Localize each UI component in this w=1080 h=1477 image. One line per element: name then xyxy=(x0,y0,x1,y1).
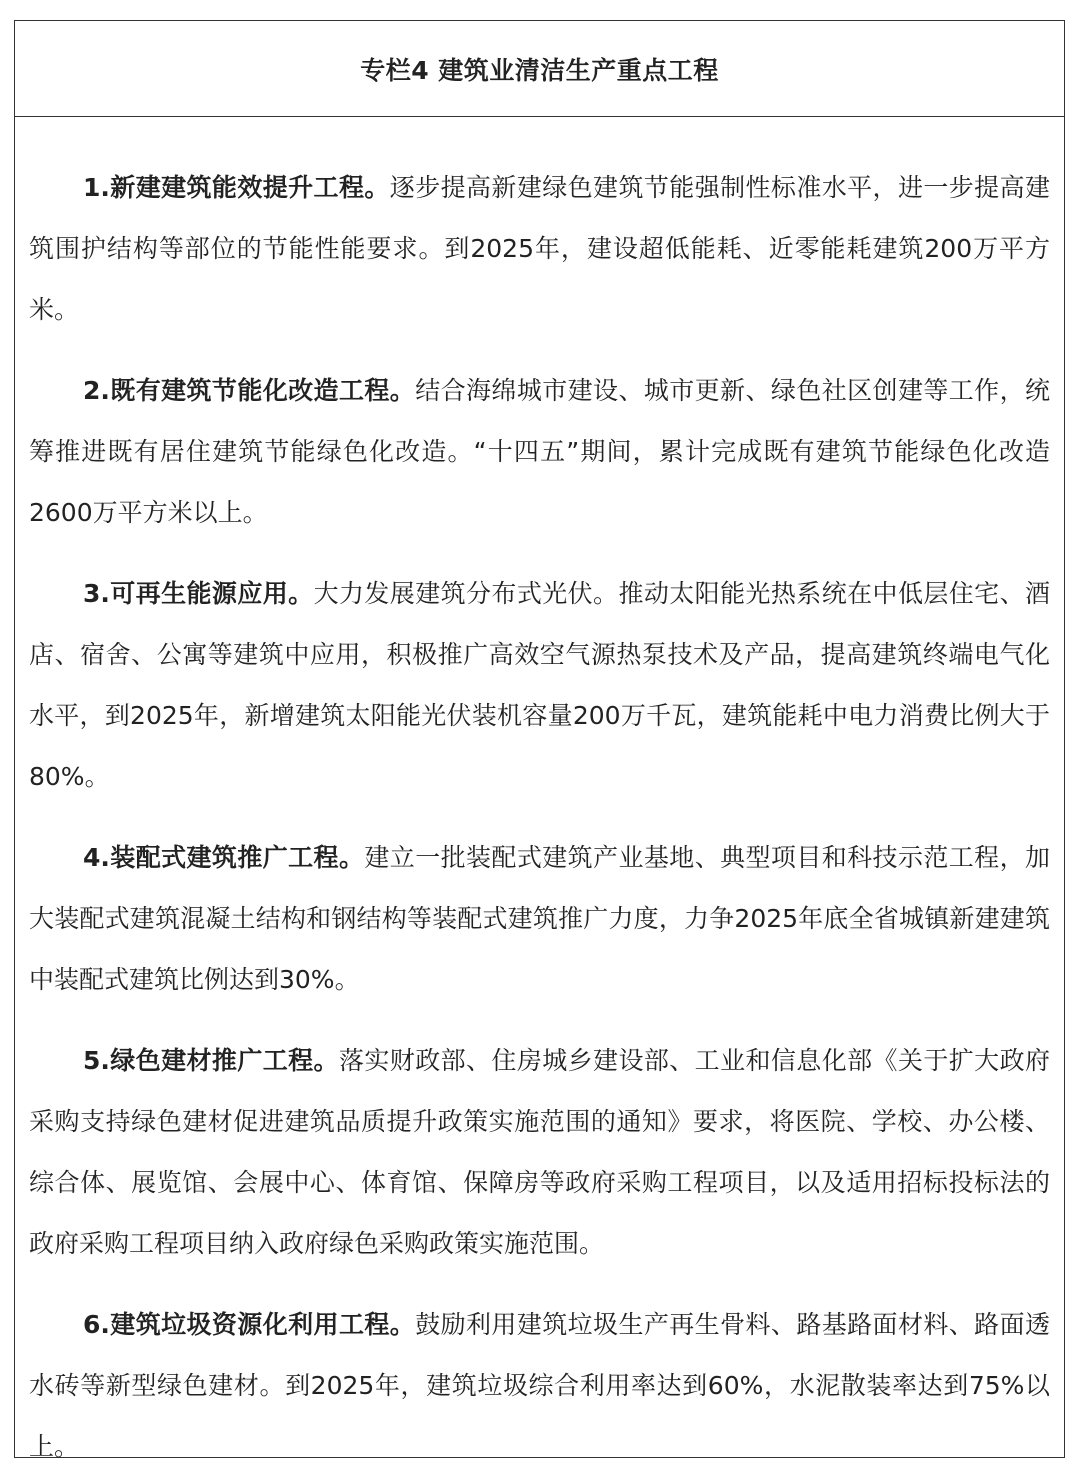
column-box xyxy=(14,20,1065,1461)
project-item-title: 4.装配式建筑推广工程。 xyxy=(83,843,365,872)
project-item-title: 6.建筑垃圾资源化利用工程。 xyxy=(83,1310,416,1339)
project-item-text: 鼓励利用建筑垃圾生产再生骨料、路基路面材料、路面透水砖等新型绿色建材。到2025年，建筑垃圾综合利用率达到60%，水泥散装率达到75%以上。 xyxy=(29,1310,1050,1461)
project-item-5 xyxy=(29,1030,1050,1274)
project-item-6 xyxy=(29,1294,1050,1477)
project-item-1 xyxy=(29,157,1050,340)
project-item-text: 逐步提高新建绿色建筑节能强制性标准水平，进一步提高建筑围护结构等部位的节能性能要求。到2025年，建设超低能耗、近零能耗建筑200万平方米。 xyxy=(29,173,1050,324)
project-item-3 xyxy=(29,563,1050,807)
column-body xyxy=(15,117,1064,1477)
project-item-text: 落实财政部、住房城乡建设部、工业和信息化部《关于扩大政府采购支持绿色建材促进建筑品质提升政策实施范围的通知》要求，将医院、学校、办公楼、综合体、展览馆、会展中心、体育馆、保障房等政府采购工程项目，以及适用招标投标法的政府采购工程项目纳入政府绿色采购政策实施范围。 xyxy=(29,1046,1050,1258)
column-title: 专栏4 建筑业清洁生产重点工程 xyxy=(360,55,719,85)
project-item-2 xyxy=(29,360,1050,543)
column-header xyxy=(15,21,1064,117)
project-item-title: 2.既有建筑节能化改造工程。 xyxy=(83,376,416,405)
project-item-text: 建立一批装配式建筑产业基地、典型项目和科技示范工程，加大装配式建筑混凝土结构和钢结构等装配式建筑推广力度，力争2025年底全省城镇新建建筑中装配式建筑比例达到30%。 xyxy=(29,843,1050,994)
project-item-title: 3.可再生能源应用。 xyxy=(83,579,314,608)
project-item-text: 大力发展建筑分布式光伏。推动太阳能光热系统在中低层住宅、酒店、宿舍、公寓等建筑中应用，积极推广高效空气源热泵技术及产品，提高建筑终端电气化水平，到2025年，新增建筑太阳能光伏装机容量200万千瓦，建筑能耗中电力消费比例大于80%。 xyxy=(29,579,1050,791)
project-item-title: 5.绿色建材推广工程。 xyxy=(83,1046,339,1075)
project-item-title: 1.新建建筑能效提升工程。 xyxy=(83,173,390,202)
project-item-text: 结合海绵城市建设、城市更新、绿色社区创建等工作，统筹推进既有居住建筑节能绿色化改造。“十四五”期间，累计完成既有建筑节能绿色化改造2600万平方米以上。 xyxy=(29,376,1050,527)
project-item-4 xyxy=(29,827,1050,1010)
